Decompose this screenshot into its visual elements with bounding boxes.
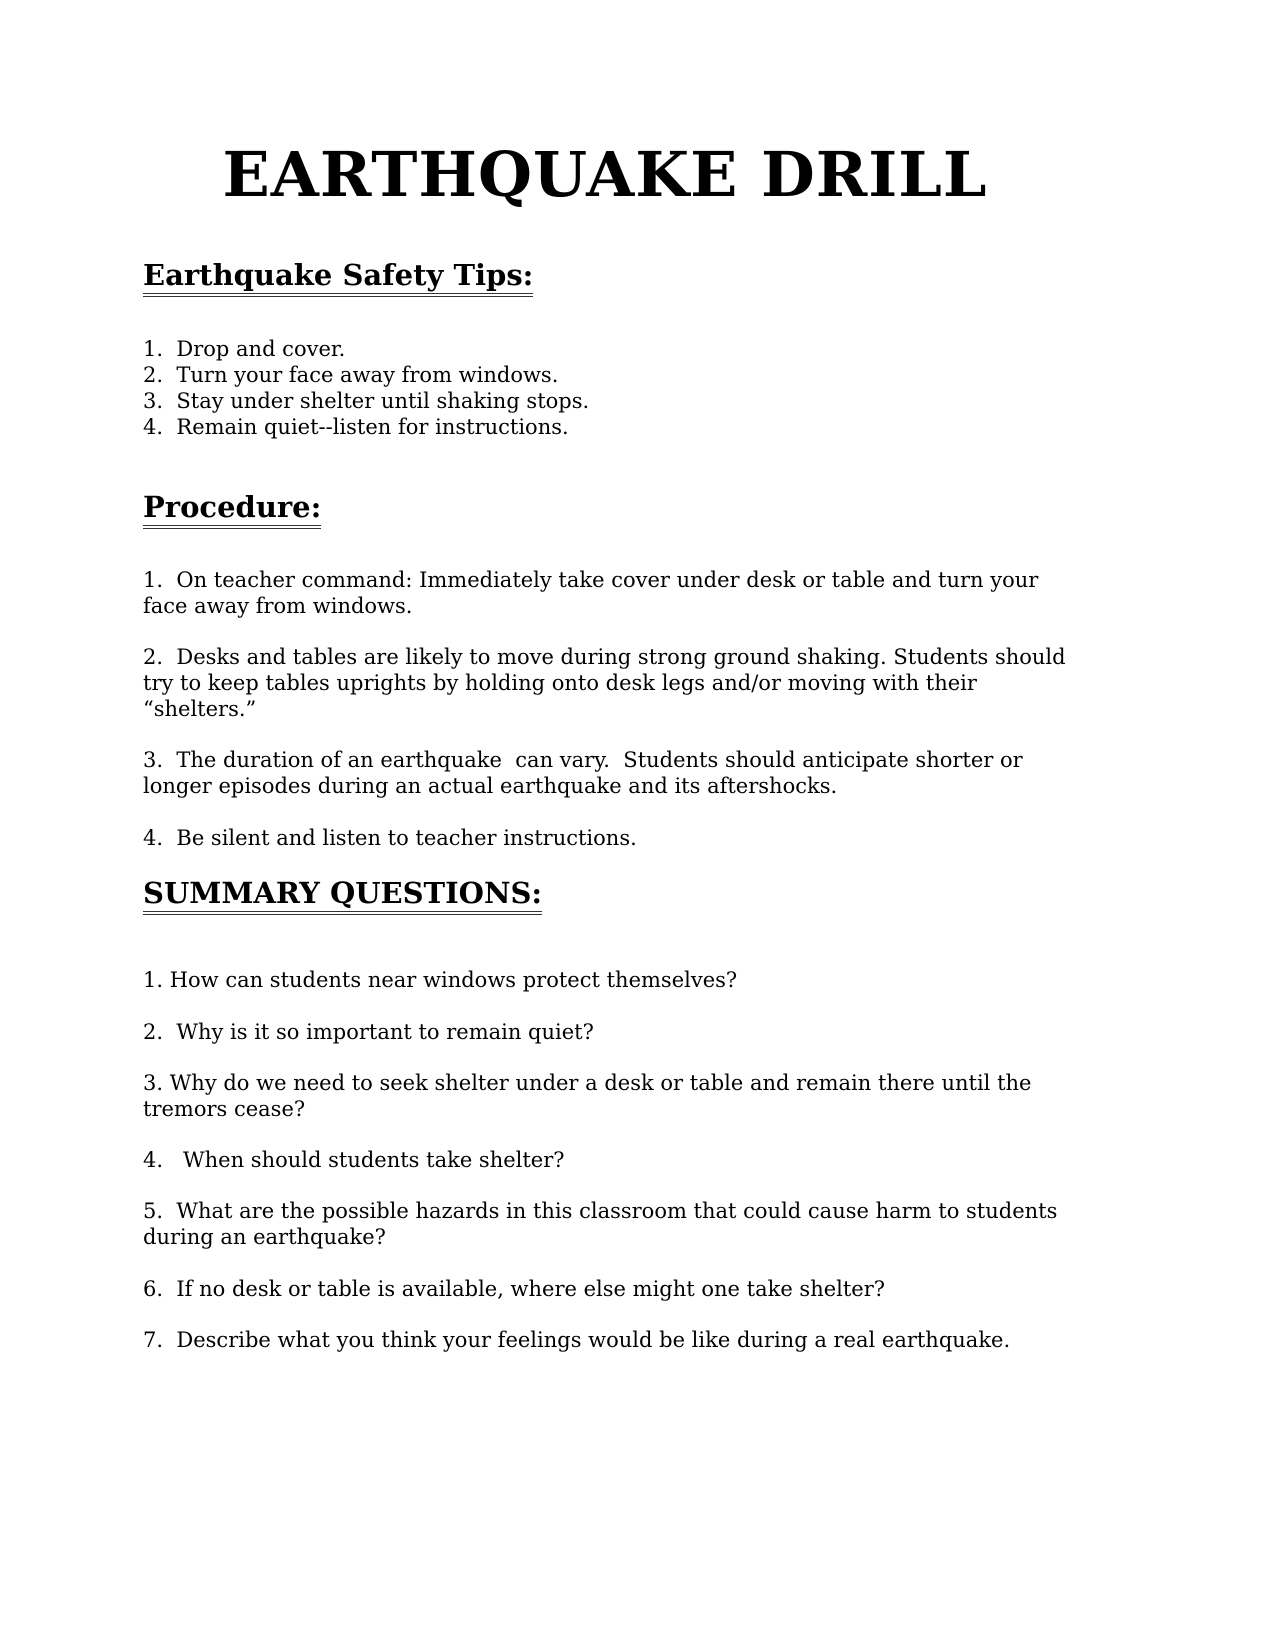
list-item: 4. When should students take shelter? bbox=[143, 1148, 565, 1172]
list-item: 1. Drop and cover. bbox=[143, 337, 346, 361]
list-item: 3. Stay under shelter until shaking stops. bbox=[143, 389, 590, 413]
safety-tips-heading: Earthquake Safety Tips: bbox=[143, 257, 533, 297]
list-item: 4. Remain quiet--listen for instructions. bbox=[143, 415, 569, 439]
list-item: 2. Desks and tables are likely to move during strong ground shaking. Students should try to keep tables uprights by holding onto desk legs and/or moving with their “shelters.” bbox=[143, 645, 1073, 721]
list-item: 7. Describe what you think your feelings would be like during a real earthquake. bbox=[143, 1328, 1011, 1352]
procedure-heading: Procedure: bbox=[143, 489, 321, 529]
list-item: 2. Why is it so important to remain quiet? bbox=[143, 1020, 594, 1044]
list-item: 1. How can students near windows protect themselves? bbox=[143, 968, 738, 992]
list-item: 4. Be silent and listen to teacher instructions. bbox=[143, 826, 637, 850]
list-item: 6. If no desk or table is available, where else might one take shelter? bbox=[143, 1277, 886, 1301]
list-item: 5. What are the possible hazards in this classroom that could cause harm to students during an earthquake? bbox=[143, 1199, 1065, 1249]
page-title: EARTHQUAKE DRILL bbox=[222, 138, 988, 211]
list-item: 2. Turn your face away from windows. bbox=[143, 363, 559, 387]
summary-heading: SUMMARY QUESTIONS: bbox=[143, 875, 542, 915]
list-item: 3. Why do we need to seek shelter under a desk or table and remain there until the tremors cease? bbox=[143, 1071, 1039, 1121]
list-item: 3. The duration of an earthquake can vary. Students should anticipate shorter or longer episodes during an actual earthquake and its aftershocks. bbox=[143, 748, 1030, 798]
list-item: 1. On teacher command: Immediately take cover under desk or table and turn your face away from windows. bbox=[143, 568, 1046, 618]
